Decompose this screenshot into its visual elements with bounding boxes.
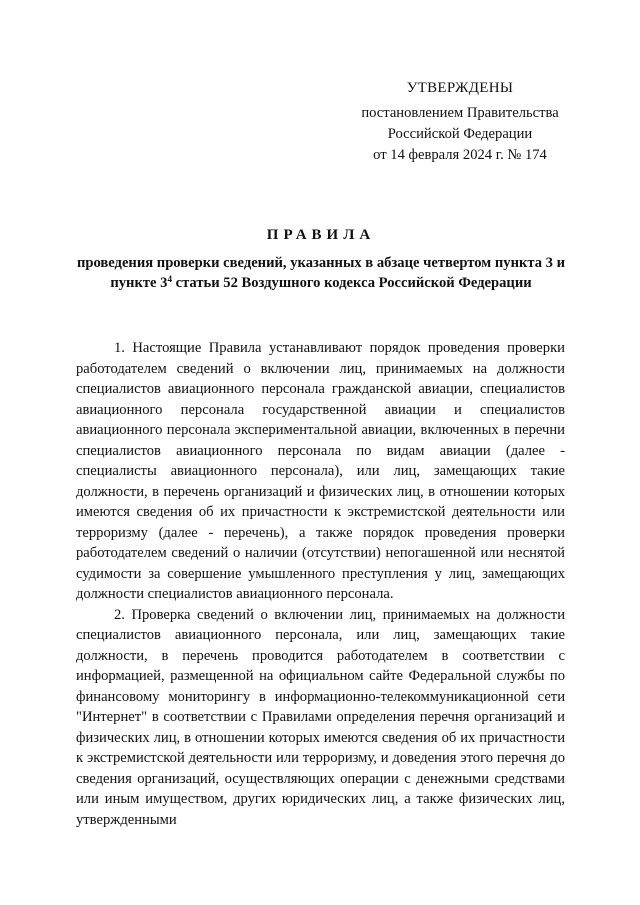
document-subtitle bbox=[60, 253, 582, 293]
document-body bbox=[76, 338, 565, 830]
approval-heading: УТВЕРЖДЕНЫ bbox=[406, 80, 514, 96]
approval-line-3: от 14 февраля 2024 г. № 174 bbox=[373, 147, 547, 163]
paragraph-2: 2. Проверка сведений о включении лиц, принимаемых на должности специалистов авиационного персонала, или лиц, замещающих такие должности, в перечень проводится работодателем в соответствии с информацией, размещенной на официальном сайте Федеральной службы по финансовому мониторингу в информационно-телекоммуникационной сети "Интернет" в соответствии с Правилами определения перечня организаций и физических лиц, в отношении которых имеются сведения об их причастности к экстремистской деятельности или терроризму, и доведения этого перечня до сведения организаций, осуществляющих операции с денежными средствами или иным имуществом, других юридических лиц, а также физических лиц, утвержденными bbox=[76, 606, 565, 828]
subtitle-superscript: 4 bbox=[167, 274, 172, 284]
approval-line-2: Российской Федерации bbox=[387, 126, 533, 142]
approval-stamp bbox=[340, 78, 580, 166]
approval-line-1: постановлением Правительства bbox=[361, 105, 559, 121]
document-title-block bbox=[60, 225, 582, 293]
paragraph-1: 1. Настоящие Правила устанавливают порядок проведения проверки работодателем сведений о включении лиц, принимаемых на должности специалистов авиационного персонала гражданской авиации, специалистов авиационного персонала государственной авиации и специалистов авиационного персонала экспериментальной авиации, включенных в перечни специалистов авиационного персонала по видам авиации (далее - специалисты авиационного персонала), или лиц, замещающих такие должности, в перечень организаций и физических лиц, в отношении которых имеются сведения об их причастности к экстремистской деятельности или терроризму (далее - перечень), а также порядок проведения проверки работодателем сведений о наличии (отсутствии) непогашенной или неснятой судимости за совершение умышленного преступления у лиц, замещающих должности специалистов авиационного персонала. bbox=[76, 340, 565, 602]
subtitle-part-1: проведения проверки сведений, указанных в абзаце четвертом пункта 3 и пункте 3 bbox=[76, 255, 566, 291]
subtitle-part-2: статьи 52 Воздушного кодекса Российской Федерации bbox=[171, 275, 532, 291]
document-title: ПРАВИЛА bbox=[266, 227, 376, 243]
